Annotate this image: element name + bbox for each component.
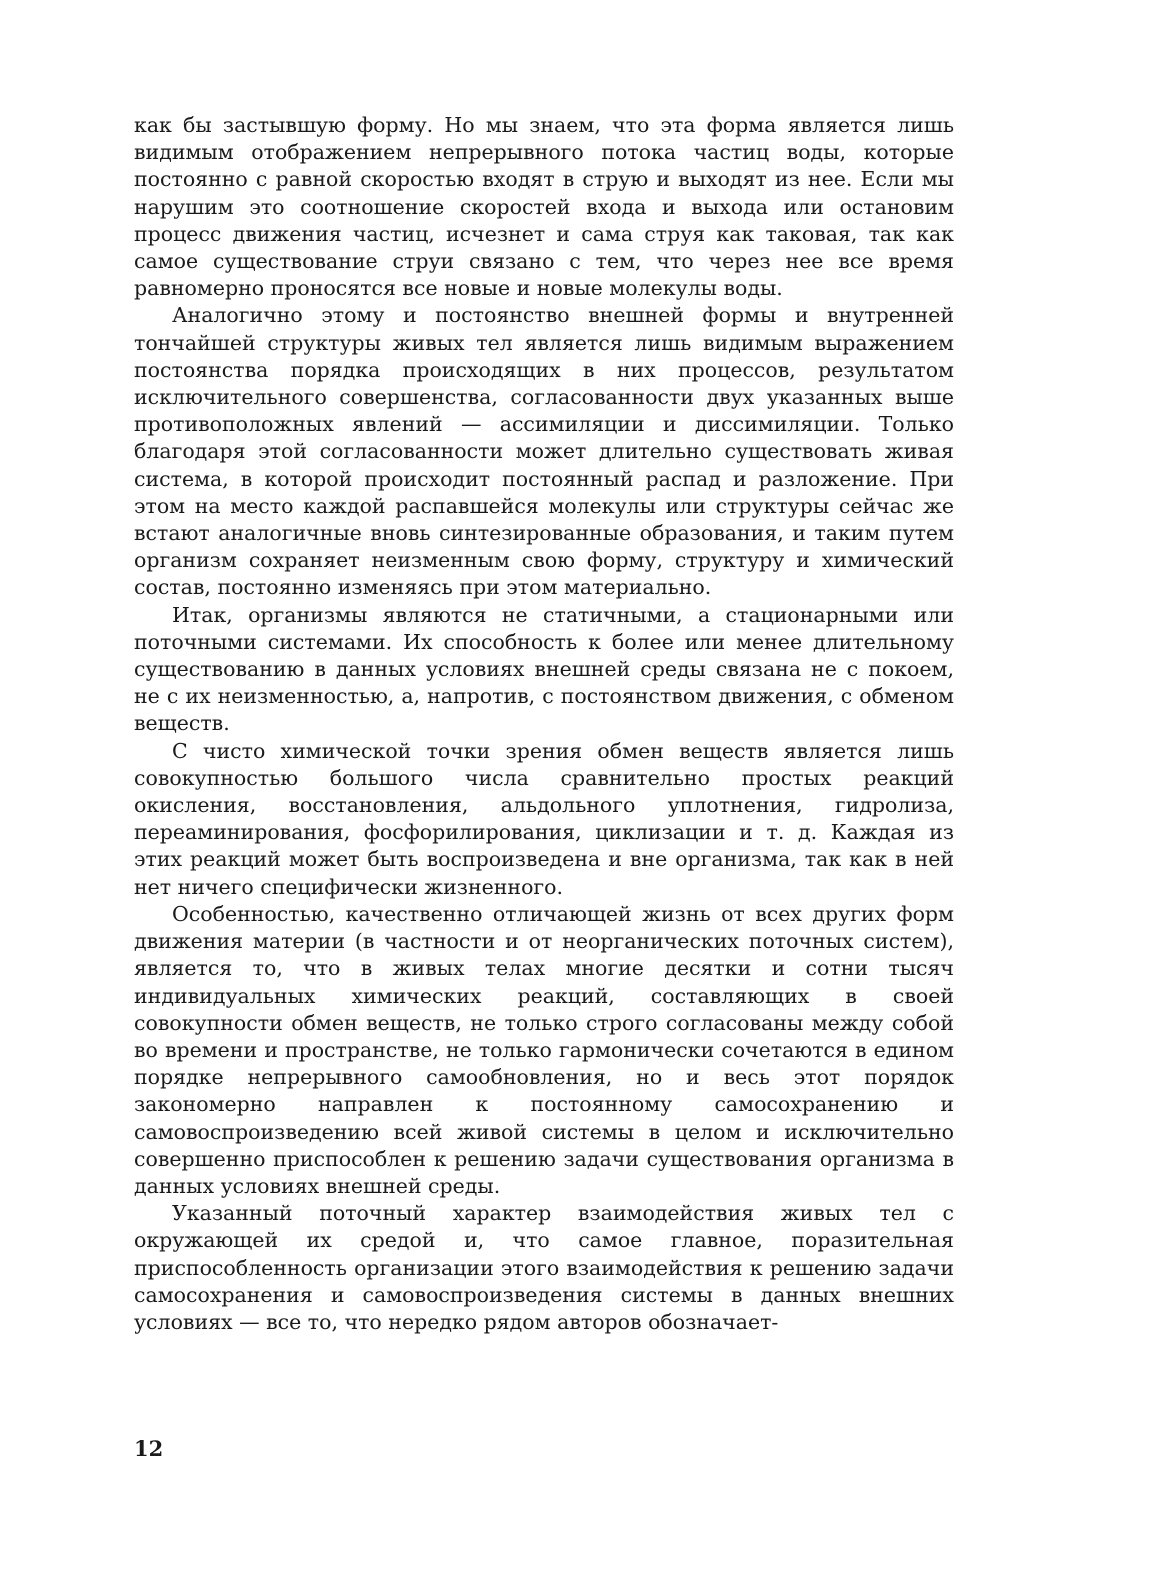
paragraph: Итак, организмы являются не статичными, а стационарными или поточными системами. Их способность к более или менее длительному существованию в данных условиях внешней среды связана не с покоем, не с их неизменностью, а, напротив, с постоянством движения, с обменом веществ. (134, 602, 954, 736)
paragraph: Особенностью, качественно отличающей жизнь от всех других форм движения материи (в частности и от неорганических поточных систем), является то, что в живых телах многие десятки и сотни тысяч индивидуальных химических реакций, составляющих в своей совокупности обмен веществ, не только строго согласованы между собой во времени и пространстве, не только гармонически сочетаются в едином порядке непрерывного самообновления, но и весь этот порядок закономерно направлен к постоянному самосохранению и самовоспроизведению всей живой системы в целом и исключительно совершенно приспособлен к решению задачи существования организма в данных условиях внешней среды. (134, 901, 954, 1198)
page-number: 12 (134, 1436, 164, 1461)
paragraph: С чисто химической точки зрения обмен веществ является лишь совокупностью большого числа сравнительно простых реакций окисления, восстановления, альдольного уплотнения, гидролиза, переаминирования, фосфорилирования, циклизации и т. д. Каждая из этих реакций может быть воспроизведена и вне организма, так как в ней нет ничего специфически жизненного. (134, 738, 954, 899)
paragraph: Указанный поточный характер взаимодействия живых тел с окружающей их средой и, что самое главное, поразительная приспособленность организации этого взаимодействия к решению задачи самосохранения и самовоспроизведения системы в данных внешних условиях — все то, что нередко рядом авторов обозначает- (134, 1201, 954, 1334)
paragraph-continued: как бы застывшую форму. Но мы знаем, что эта форма является лишь видимым отображением непрерывного потока частиц воды, которые постоянно с равной скоростью входят в струю и выходят из нее. Если мы нарушим это соотношение скоростей входа и выхода или остановим процесс движения частиц, исчезнет и сама струя как таковая, так как самое существование струи связано с тем, что через нее все время равномерно проносятся все новые и новые молекулы воды. (134, 113, 954, 301)
body-text (134, 112, 954, 1336)
paragraph: Аналогично этому и постоянство внешней формы и внутренней тончайшей структуры живых тел является лишь видимым выражением постоянства порядка происходящих в них процессов, результатом исключительного совершенства, согласованности двух указанных выше противоположных явлений — ассимиляции и диссимиляции. Только благодаря этой согласованности может длительно существовать живая система, в которой происходит постоянный распад и разложение. При этом на место каждой распавшейся молекулы или структуры сейчас же встают аналогичные вновь синтезированные образования, и таким путем организм сохраняет неизменным свою форму, структуру и химический состав, постоянно изменяясь при этом материально. (134, 303, 954, 600)
